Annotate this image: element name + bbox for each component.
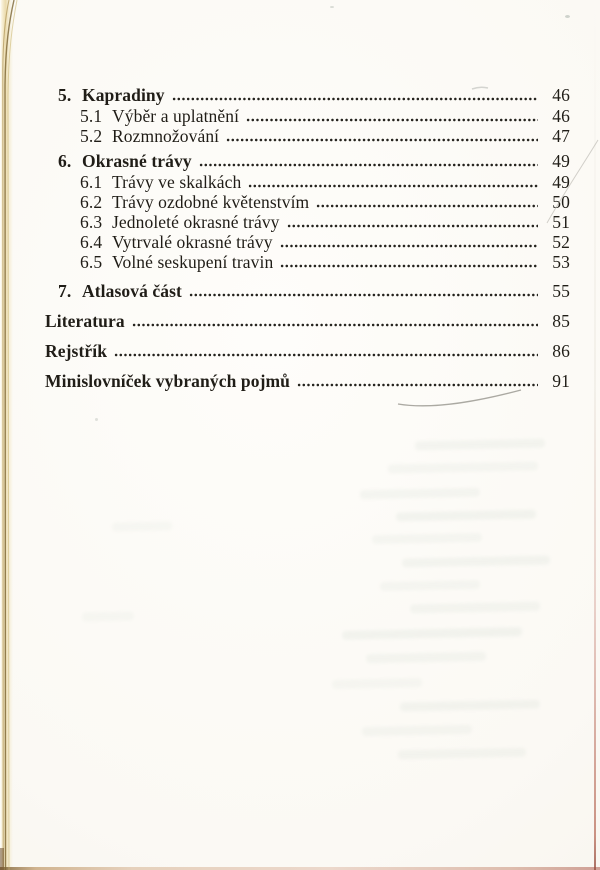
toc-entry-label: Rozmnožování xyxy=(112,126,220,146)
dust-speck xyxy=(95,418,98,421)
dust-speck xyxy=(330,6,334,8)
showthrough-mark xyxy=(342,627,522,640)
showthrough-mark xyxy=(332,678,422,689)
dot-leader xyxy=(226,138,538,142)
toc-entry-number: 6.4 xyxy=(80,232,103,252)
toc-entry-label: Jednoleté okrasné trávy xyxy=(112,212,280,232)
toc-entry-number: 5.2 xyxy=(80,126,103,146)
showthrough-mark xyxy=(360,488,480,500)
showthrough-mark xyxy=(362,725,472,736)
toc-entry-number: 6.5 xyxy=(80,252,103,272)
toc-entry xyxy=(45,85,570,106)
dot-leader xyxy=(248,184,538,188)
toc-entry-page: 47 xyxy=(552,126,570,146)
dot-leader xyxy=(199,163,538,167)
showthrough-mark xyxy=(415,439,545,451)
showthrough-mark xyxy=(82,611,134,621)
toc-entry-label: Volné seskupení travin xyxy=(112,252,274,272)
toc-entry xyxy=(45,126,570,146)
toc-entry-number: 6. xyxy=(58,151,72,171)
toc-entry-label: Okrasné trávy xyxy=(82,151,192,171)
toc-entry-number: 6.3 xyxy=(80,212,103,232)
toc-entry-label: Vytrvalé okrasné trávy xyxy=(112,232,273,252)
toc-entry xyxy=(45,212,570,232)
showthrough-mark xyxy=(372,533,482,544)
toc-entry-page: 91 xyxy=(552,371,570,391)
toc-entry xyxy=(45,341,570,362)
toc-entry-label: Literatura xyxy=(45,311,125,331)
toc-entry-page: 46 xyxy=(552,106,570,126)
toc-entry-label: Výběr a uplatnění xyxy=(112,106,240,126)
toc-entry xyxy=(45,232,570,252)
showthrough-mark xyxy=(410,602,540,614)
dot-leader xyxy=(132,323,538,327)
toc-entry-number: 5.1 xyxy=(80,106,103,126)
dot-leader xyxy=(316,204,538,208)
toc-entry-label: Atlasová část xyxy=(82,281,182,301)
toc-entry-label: Kapradiny xyxy=(82,85,165,105)
toc-entry-label: Minislovníček vybraných pojmů xyxy=(45,371,291,391)
toc-entry-page: 86 xyxy=(552,341,570,361)
scan-edge-right xyxy=(594,0,596,870)
toc-entry-page: 49 xyxy=(552,172,570,192)
dot-leader xyxy=(280,244,538,248)
dot-leader xyxy=(297,383,538,387)
toc-entry xyxy=(45,371,570,392)
table-of-contents xyxy=(45,85,570,392)
toc-entry-page: 49 xyxy=(552,151,570,171)
toc-entry xyxy=(45,281,570,302)
toc-entry xyxy=(45,252,570,272)
showthrough-mark xyxy=(396,510,536,522)
dot-leader xyxy=(287,224,538,228)
toc-entry-number: 7. xyxy=(58,281,72,301)
toc-entry-page: 53 xyxy=(552,252,570,272)
dot-leader xyxy=(246,118,538,122)
toc-entry-page: 55 xyxy=(552,281,570,301)
toc-entry-page: 85 xyxy=(552,311,570,331)
dust-speck xyxy=(565,15,570,18)
toc-entry-page: 50 xyxy=(552,192,570,212)
toc-entry xyxy=(45,151,570,172)
showthrough-mark xyxy=(112,521,172,531)
toc-entry-number: 6.1 xyxy=(80,172,103,192)
toc-entry xyxy=(45,172,570,192)
showthrough-mark xyxy=(402,555,550,567)
book-page-edge-left xyxy=(0,0,13,870)
toc-entry xyxy=(45,106,570,126)
pen-mark xyxy=(398,390,521,406)
toc-entry-page: 52 xyxy=(552,232,570,252)
toc-entry-number: 5. xyxy=(58,85,72,105)
toc-entry xyxy=(45,311,570,332)
showthrough-mark xyxy=(366,652,486,664)
showthrough-mark xyxy=(380,580,480,591)
dot-leader xyxy=(280,264,538,268)
toc-entry-label: Trávy ve skalkách xyxy=(112,172,242,192)
dot-leader xyxy=(172,97,538,101)
showthrough-mark xyxy=(398,748,526,760)
dot-leader xyxy=(114,353,538,357)
toc-entry-label: Trávy ozdobné květenstvím xyxy=(112,192,310,212)
toc-entry-page: 46 xyxy=(552,85,570,105)
toc-entry-label: Rejstřík xyxy=(45,341,108,361)
dot-leader xyxy=(189,293,538,297)
showthrough-mark xyxy=(400,700,540,712)
toc-entry-page: 51 xyxy=(552,212,570,232)
showthrough-mark xyxy=(388,461,538,473)
toc-entry-number: 6.2 xyxy=(80,192,103,212)
toc-entry xyxy=(45,192,570,212)
